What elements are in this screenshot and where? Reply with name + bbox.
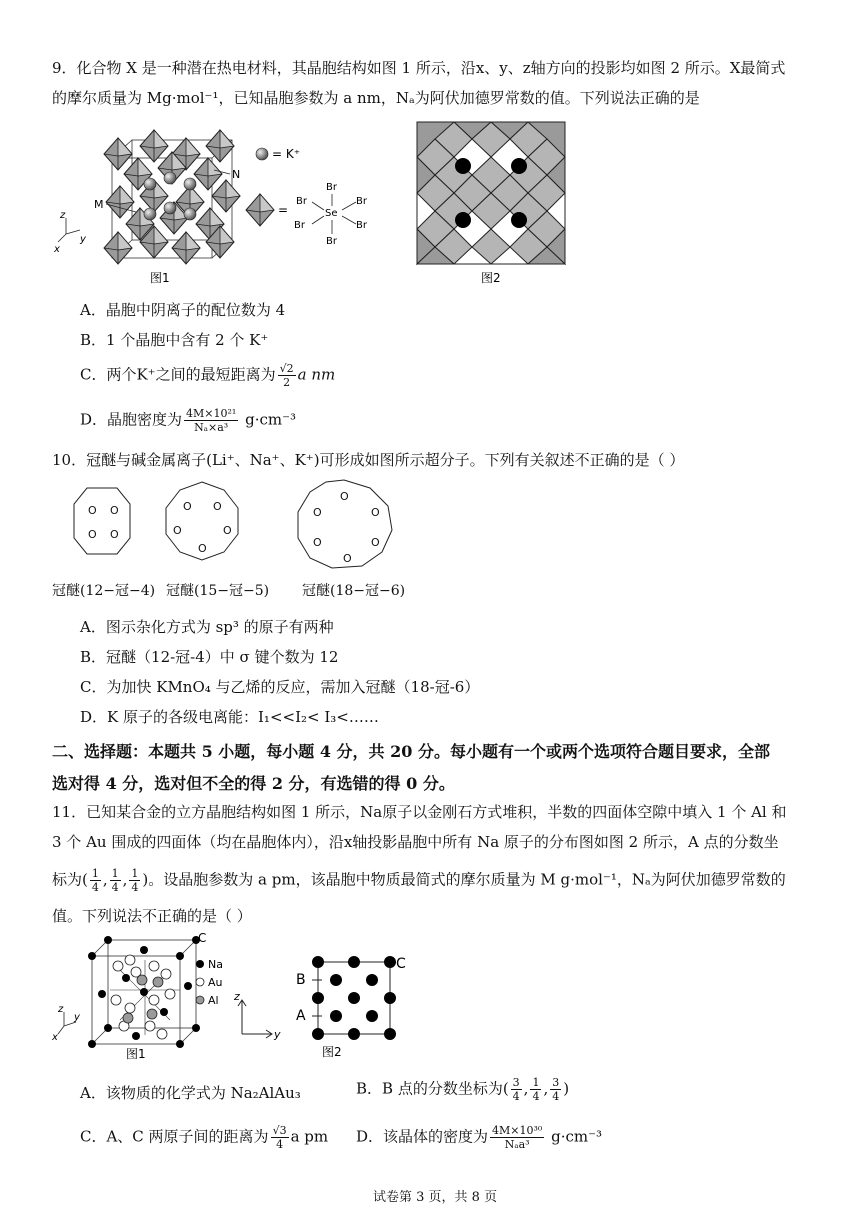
- svg-text:O: O: [110, 504, 119, 517]
- svg-text:O: O: [313, 506, 322, 519]
- legend-al: Al: [208, 994, 219, 1007]
- q11-figure1: [50, 930, 240, 1062]
- legend-k-label: = K⁺: [272, 147, 301, 161]
- legend-al-dot: [196, 996, 204, 1004]
- svg-text:O: O: [183, 500, 192, 513]
- q9-option-a: A．晶胞中阴离子的配位数为 4: [80, 301, 286, 319]
- q11-stem-line3: 标为( $\frac{1}{4}$ , $\frac{1}{4}$ , $\frac{1}{4}$ )。设晶胞参数为 a pm，该晶胞中物质最简式的摩尔质量为 M g·mol⁻¹，Nₐ为阿伏加德罗常数的: [52, 867, 786, 894]
- svg-text:O: O: [343, 552, 352, 565]
- svg-text:Br: Br: [356, 196, 367, 207]
- crown-label-15-5: 冠醚(15−冠−5): [166, 583, 270, 599]
- crown-label-18-6: 冠醚(18−冠−6): [302, 583, 406, 599]
- q11-option-c: C．A、C 两原子间的距离为 $\frac{√3}{4}$ a pm: [80, 1124, 329, 1151]
- legend-au: Au: [208, 976, 223, 989]
- q11-option-b: B．B 点的分数坐标为( $\frac{3}{4}$ , $\frac{1}{4}$ , $\frac{3}{4}$ ): [356, 1076, 570, 1103]
- axis-y: y: [74, 1012, 80, 1023]
- axis-z: z: [60, 210, 66, 221]
- q10-option-b: B．冠醚（12-冠-4）中 σ 键个数为 12: [80, 648, 339, 666]
- q11-stem-line2: 3 个 Au 围成的四面体（均在晶胞体内），沿x轴投影晶胞中所有 Na 原子的分布图如图 2 所示，A 点的分数坐: [52, 833, 779, 851]
- svg-text:Br: Br: [296, 196, 307, 207]
- svg-text:O: O: [198, 542, 207, 555]
- section2-heading-line2: 选对得 4 分，选对但不全的得 2 分，有选错的得 0 分。: [52, 774, 455, 793]
- crown-12-4: [74, 488, 130, 554]
- svg-text:O: O: [223, 524, 232, 537]
- svg-text:O: O: [173, 524, 182, 537]
- q9-figure2: [413, 118, 573, 288]
- q11-stem-line1: 11．已知某合金的立方晶胞结构如图 1 所示，Na原子以金刚石方式堆积，半数的四面体空隙中填入 1 个 Al 和: [52, 803, 787, 821]
- svg-text:O: O: [110, 528, 119, 541]
- svg-text:O: O: [88, 504, 97, 517]
- q11-fig1-label-c: C: [198, 931, 207, 945]
- svg-text:Br: Br: [356, 220, 367, 231]
- page-footer: 试卷第 3 页，共 8 页: [373, 1190, 498, 1205]
- q9-stem-line2: 的摩尔质量为 Mg·mol⁻¹，已知晶胞参数为 a nm，Nₐ为阿伏加德罗常数的值。下列说法正确的是: [52, 89, 700, 107]
- legend-na: Na: [208, 958, 223, 971]
- axis-y: y: [274, 1028, 281, 1041]
- q11-fig2-caption: 图2: [322, 1045, 342, 1059]
- axis-z: z: [58, 1004, 64, 1015]
- crown-label-12-4: 冠醚(12−冠−4): [52, 583, 156, 599]
- q10-option-a: A．图示杂化方式为 sp³ 的原子有两种: [80, 618, 334, 636]
- q9-option-d: D．晶胞密度为 $\frac{\text{4M×10²¹}}{\text{Nₐ×a³}}$ g·cm⁻³: [80, 407, 297, 434]
- svg-text:O: O: [371, 536, 380, 549]
- label-C: C: [396, 956, 406, 972]
- q11-option-a: A．该物质的化学式为 Na₂AlAu₃: [80, 1084, 301, 1102]
- label-B: B: [296, 972, 306, 988]
- axis-z: z: [234, 990, 240, 1003]
- q11-stem-line4: 值。下列说法不正确的是（ ）: [52, 907, 252, 925]
- q11-figure2: [232, 944, 422, 1062]
- q9-figure1: [50, 118, 380, 288]
- svg-text:Se: Se: [325, 208, 338, 219]
- q9-option-b: B．1 个晶胞中含有 2 个 K⁺: [80, 331, 269, 349]
- svg-text:O: O: [88, 528, 97, 541]
- label-N: N: [232, 168, 241, 181]
- legend-octahedron: [246, 194, 274, 226]
- q10-stem: 10．冠醚与碱金属离子(Li⁺、Na⁺、K⁺)可形成如图所示超分子。下列有关叙述不正确的是（ ）: [52, 451, 685, 469]
- svg-text:O: O: [340, 490, 349, 503]
- q11-option-d: D．该晶体的密度为 $\frac{\text{4M×10³⁰}}{\text{Nₐa³}}$ g·cm⁻³: [356, 1124, 603, 1151]
- q11-fig1-caption: 图1: [126, 1047, 146, 1061]
- svg-text:O: O: [313, 536, 322, 549]
- legend-na-dot: [196, 960, 204, 968]
- q10-option-d: D．K 原子的各级电离能：I₁<<I₂< I₃<……: [80, 708, 379, 726]
- axis-x: x: [54, 244, 60, 255]
- q9-stem-line1: 9．化合物 X 是一种潜在热电材料，其晶胞结构如图 1 所示，沿x、y、z轴方向的投影均如图 2 所示。X最简式: [52, 59, 786, 77]
- section2-heading-line1: 二、选择题：本题共 5 小题，每小题 4 分，共 20 分。每小题有一个或两个选项符合题目要求，全部: [52, 742, 770, 761]
- svg-text:O: O: [371, 506, 380, 519]
- q9-option-c: C．两个K⁺之间的最短距离为 $\frac{√2}{2}$ a nm: [80, 362, 336, 389]
- q9-fig1-caption: 图1: [150, 271, 170, 285]
- legend-au-dot: [196, 978, 204, 986]
- projected-na-atoms: [312, 956, 396, 1040]
- svg-text:Br: Br: [326, 182, 337, 193]
- label-M: M: [94, 198, 104, 211]
- legend-k-ball: [256, 148, 268, 160]
- svg-text:=: =: [278, 203, 289, 217]
- q9-fig2-caption: 图2: [481, 271, 501, 285]
- axis-x: x: [52, 1032, 58, 1043]
- label-A: A: [296, 1008, 306, 1024]
- q10-option-c: C．为加快 KMnO₄ 与乙烯的反应，需加入冠醚（18-冠-6）: [80, 678, 480, 696]
- octahedra-cluster: [104, 130, 240, 264]
- svg-text:Br: Br: [294, 220, 305, 231]
- axis-y: y: [80, 234, 86, 245]
- svg-text:O: O: [213, 500, 222, 513]
- svg-text:Br: Br: [326, 236, 337, 247]
